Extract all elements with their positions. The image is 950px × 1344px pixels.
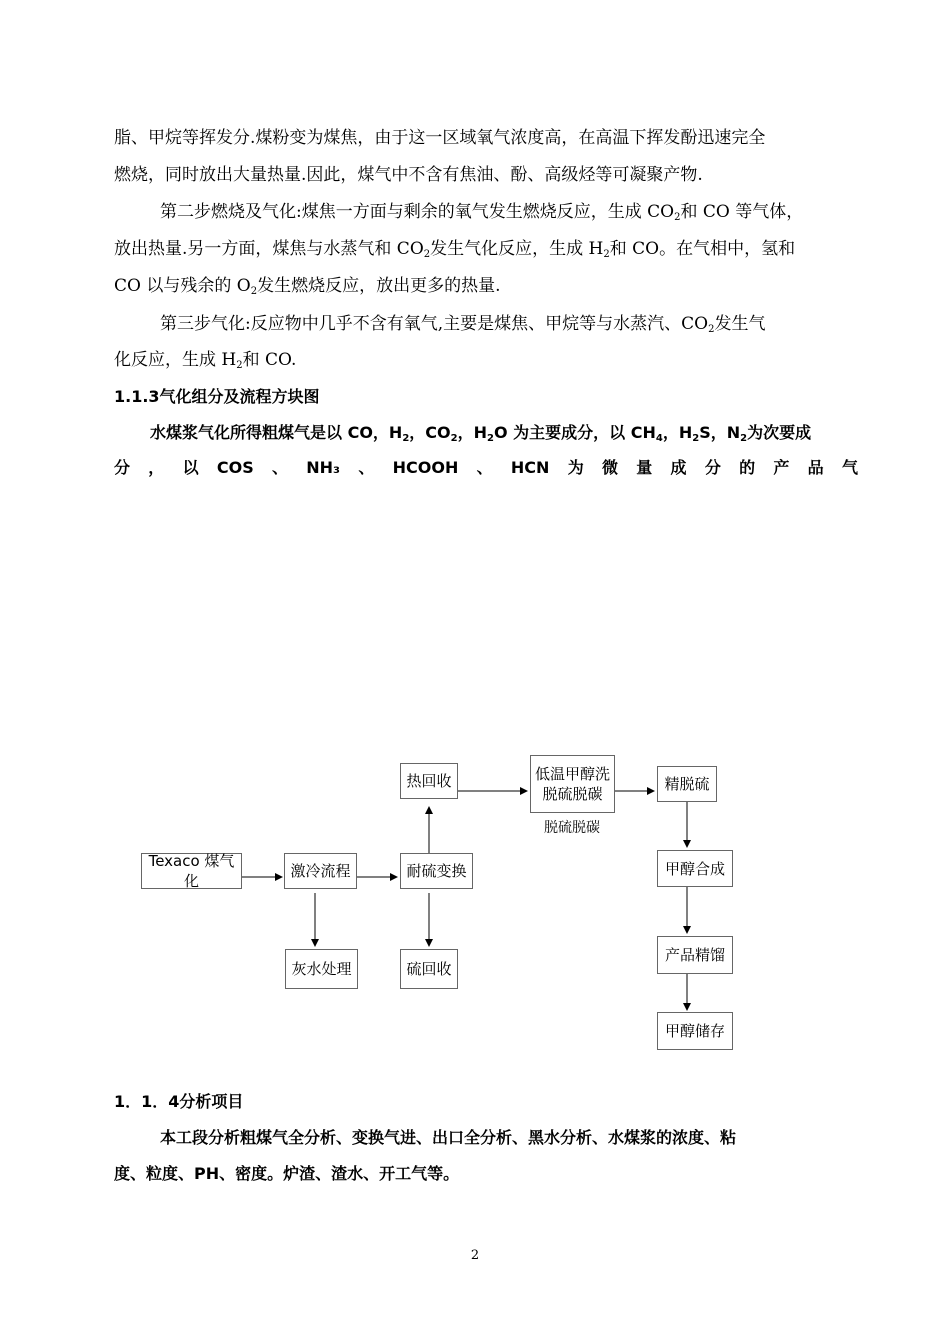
flow-box-rectisol (530, 755, 615, 813)
rectisol-caption: 脱硫脱碳 (544, 820, 600, 836)
flow-box-methanol-storage: 甲醇储存 (657, 1012, 733, 1050)
paragraph-line: CO 以与残余的 $O_2$发生燃烧反应，放出更多的热量. (114, 276, 501, 297)
flow-box-rectisol-line1: 低温甲醇洗 (534, 765, 610, 783)
paragraph-line: 第三步气化:反应物中几乎不含有氧气,主要是煤焦、甲烷等与水蒸汽、$CO_2$发生气 (160, 314, 766, 335)
paragraph-line-justified: 分 ， 以 COS 、 NH₃ 、 HCOOH 、 HCN 为 微 量 成 分 的 产 品 气 (114, 458, 858, 477)
paragraph-line: 燃烧，同时放出大量热量.因此，煤气中不含有焦油、酚、高级烃等可凝聚产物. (114, 165, 703, 185)
flow-box-methanol-synthesis: 甲醇合成 (657, 850, 733, 887)
page-number: 2 (470, 1248, 480, 1263)
flow-box-heat-recovery: 热回收 (400, 763, 458, 799)
flow-box-shift: 耐硫变换 (400, 853, 473, 889)
paragraph-line: 度、粒度、PH、密度。炉渣、渣水、开工气等。 (114, 1164, 460, 1183)
flow-box-product-distillation: 产品精馏 (657, 936, 733, 974)
paragraph-line: 第二步燃烧及气化:煤焦一方面与剩余的氧气发生燃烧反应，生成 $CO_2$和 CO 等气体， (160, 202, 804, 223)
paragraph-line: 水煤浆气化所得粗煤气是以 CO，$H_2$，$CO_2$，$H_2O$ 为主要成分，以 $CH_4$，$H_2S$，$N_2$为次要成 (150, 423, 812, 444)
section-heading: 1.1.3气化组分及流程方块图 (114, 387, 320, 406)
section-heading: 1．1．4分析项目 (114, 1092, 244, 1111)
flow-box-greywater: 灰水处理 (285, 949, 358, 989)
paragraph-line: 化反应，生成 $H_2$和 CO. (114, 350, 297, 371)
paragraph-line: 本工段分析粗煤气全分析、变换气进、出口全分析、黑水分析、水煤浆的浓度、粘 (160, 1128, 737, 1147)
flow-box-sulfur-recovery: 硫回收 (400, 949, 458, 989)
paragraph-line: 脂、甲烷等挥发分.煤粉变为煤焦，由于这一区域氧气浓度高，在高温下挥发酚迅速完全 (114, 128, 766, 148)
flow-box-texaco: Texaco 煤气化 (141, 853, 242, 889)
flow-box-quench: 激冷流程 (284, 853, 357, 889)
paragraph-line: 放出热量.另一方面，煤焦与水蒸气和 $CO_2$发生气化反应，生成 $H_2$和 CO。在气相中，氢和 (114, 239, 796, 260)
flow-box-rectisol-line2: 脱硫脱碳 (542, 785, 603, 803)
flow-box-fine-desulfurization: 精脱硫 (657, 766, 717, 802)
